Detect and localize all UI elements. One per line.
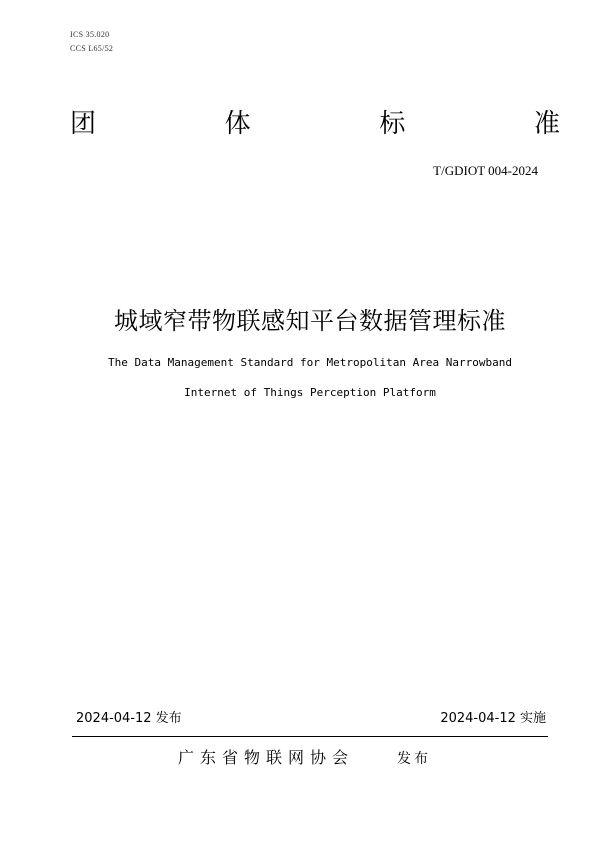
publisher-name: 广东省物联网协会: [178, 748, 355, 767]
standard-number: T/GDIOT 004-2024: [433, 163, 538, 178]
document-title-zh: 城域窄带物联感知平台数据管理标准: [114, 307, 506, 335]
standard-type-char: 标: [379, 109, 406, 139]
ccs-code: CCS L65/52: [70, 44, 114, 53]
document-title-en-line1: The Data Management Standard for Metropolitan Area Narrowband: [108, 356, 512, 369]
standard-type-char: 团: [70, 109, 97, 139]
publish-date: 2024-04-12 发布: [76, 711, 182, 726]
classification-codes: [70, 28, 113, 56]
standard-type-char: 准: [533, 109, 560, 139]
implement-date: 2024-04-12 实施: [440, 711, 546, 726]
footer-divider: [72, 736, 548, 737]
standard-type-char: 体: [224, 109, 251, 139]
publish-label: 发布: [397, 751, 431, 767]
ics-code: ICS 35.020: [70, 30, 110, 39]
standard-type-heading: [70, 106, 560, 142]
document-title-en-line2: Internet of Things Perception Platform: [184, 386, 436, 399]
